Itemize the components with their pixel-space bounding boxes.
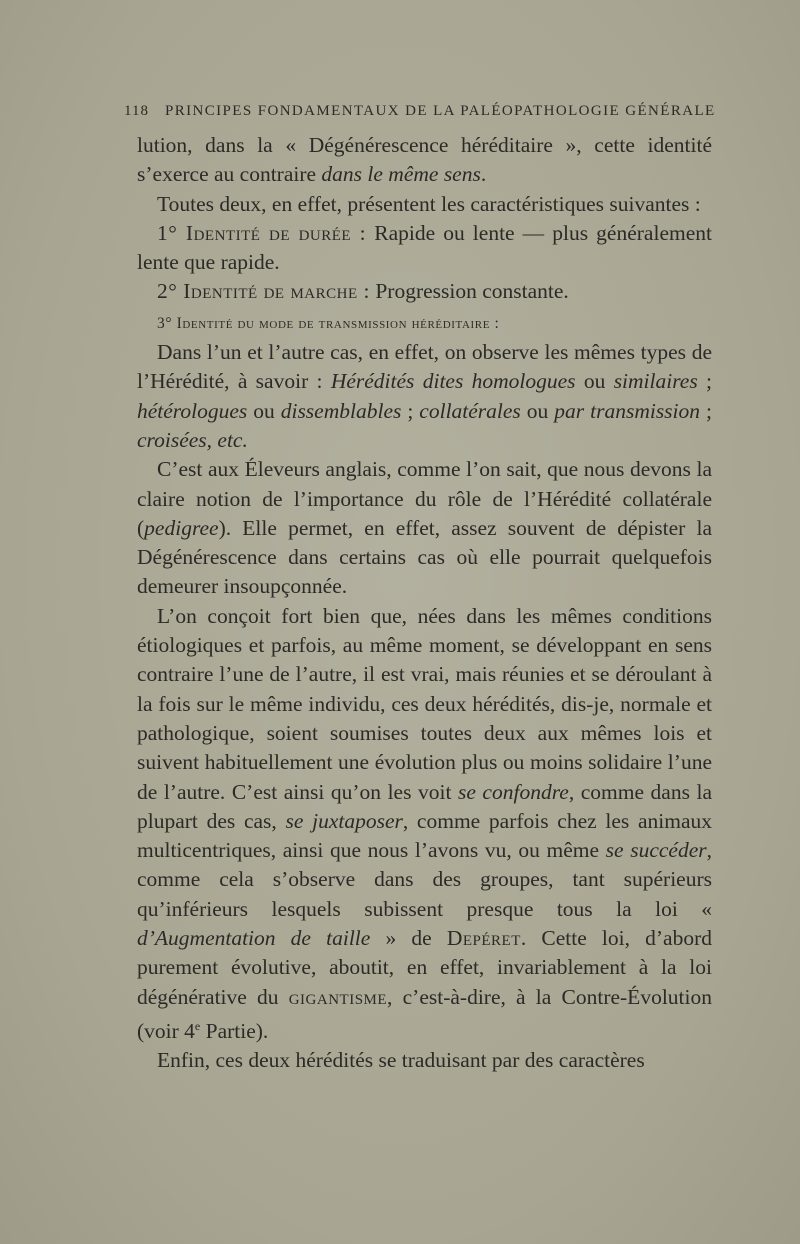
- list-item-label: 2° Identité de marche :: [157, 279, 370, 304]
- paragraph-final: Enfin, ces deux hérédités se traduisant par des caractères: [157, 1048, 645, 1073]
- page-number: 118: [124, 103, 149, 119]
- list-item-label: 1° Identité de durée :: [157, 220, 367, 245]
- list-item-duration: 1° Identité de durée : Rapide ou lente — plus généralement lente que rapide.: [137, 220, 712, 275]
- list-item-label: 3° Identité du mode de transmission héréditaire :: [157, 314, 500, 332]
- list-item-transmission: [137, 307, 712, 338]
- paragraph-pedigree: C’est aux Éleveurs anglais, comme l’on sait, que nous devons la claire notion de l’importance du rôle de l’Hérédité collatérale (pedigree). Elle permet, en effet, assez souvent de dépister la Dégénérescence dans certains cas où elle pourrait quelquefois demeurer insoupçonnée.: [137, 457, 712, 599]
- list-item-progression: 2° Identité de marche : Progression constante.: [157, 279, 569, 304]
- paragraph-heredity-types: Dans l’un et l’autre cas, en effet, on observe les mêmes types de l’Hérédité, à savoir : Hérédités dites homologues ou similaires ; hétérologues ou dissemblables ; collatérales ou par transmission ; croisées, etc.: [137, 340, 713, 452]
- paragraph-continuation: lution, dans la « Dégénérescence héréditaire », cette identité s’exerce au contraire dans le même sens.: [137, 133, 712, 187]
- running-header: [124, 103, 716, 120]
- paragraph-evolution: L’on conçoit fort bien que, nées dans les mêmes conditions étiologiques et parfois, au même moment, se développant en sens contraire l’une de l’autre, il est vrai, mais réunies et se déroulant à la fois sur le même individu, ces deux hérédités, dis-je, normale et pathologique, soient soumises toutes deux aux mêmes lois et suivent habituellement une évolution plus ou moins solidaire l’une de l’autre. C’est ainsi qu’on les voit se confondre, comme dans la plupart des cas, se juxtaposer, comme parfois chez les animaux multicentriques, ainsi que nous l’avons vu, ou même se succéder, comme cela s’observe dans des groupes, tant supérieurs qu’inférieurs lesquels subissent presque tous la loi « d’Augmentation de taille » de Depéret. Cette loi, d’abord purement évolutive, aboutit, en effet, invariablement à la loi dégénérative du gigantisme, c’est-à-dire, à la Contre-Évolution (voir 4e Partie).: [137, 603, 712, 1044]
- running-title: PRINCIPES FONDAMENTAUX DE LA PALÉOPATHOLOGIE GÉNÉRALE: [164, 103, 716, 119]
- paragraph-characteristics-intro: Toutes deux, en effet, présentent les caractéristiques suivantes :: [157, 191, 701, 216]
- body-text: [137, 131, 712, 1076]
